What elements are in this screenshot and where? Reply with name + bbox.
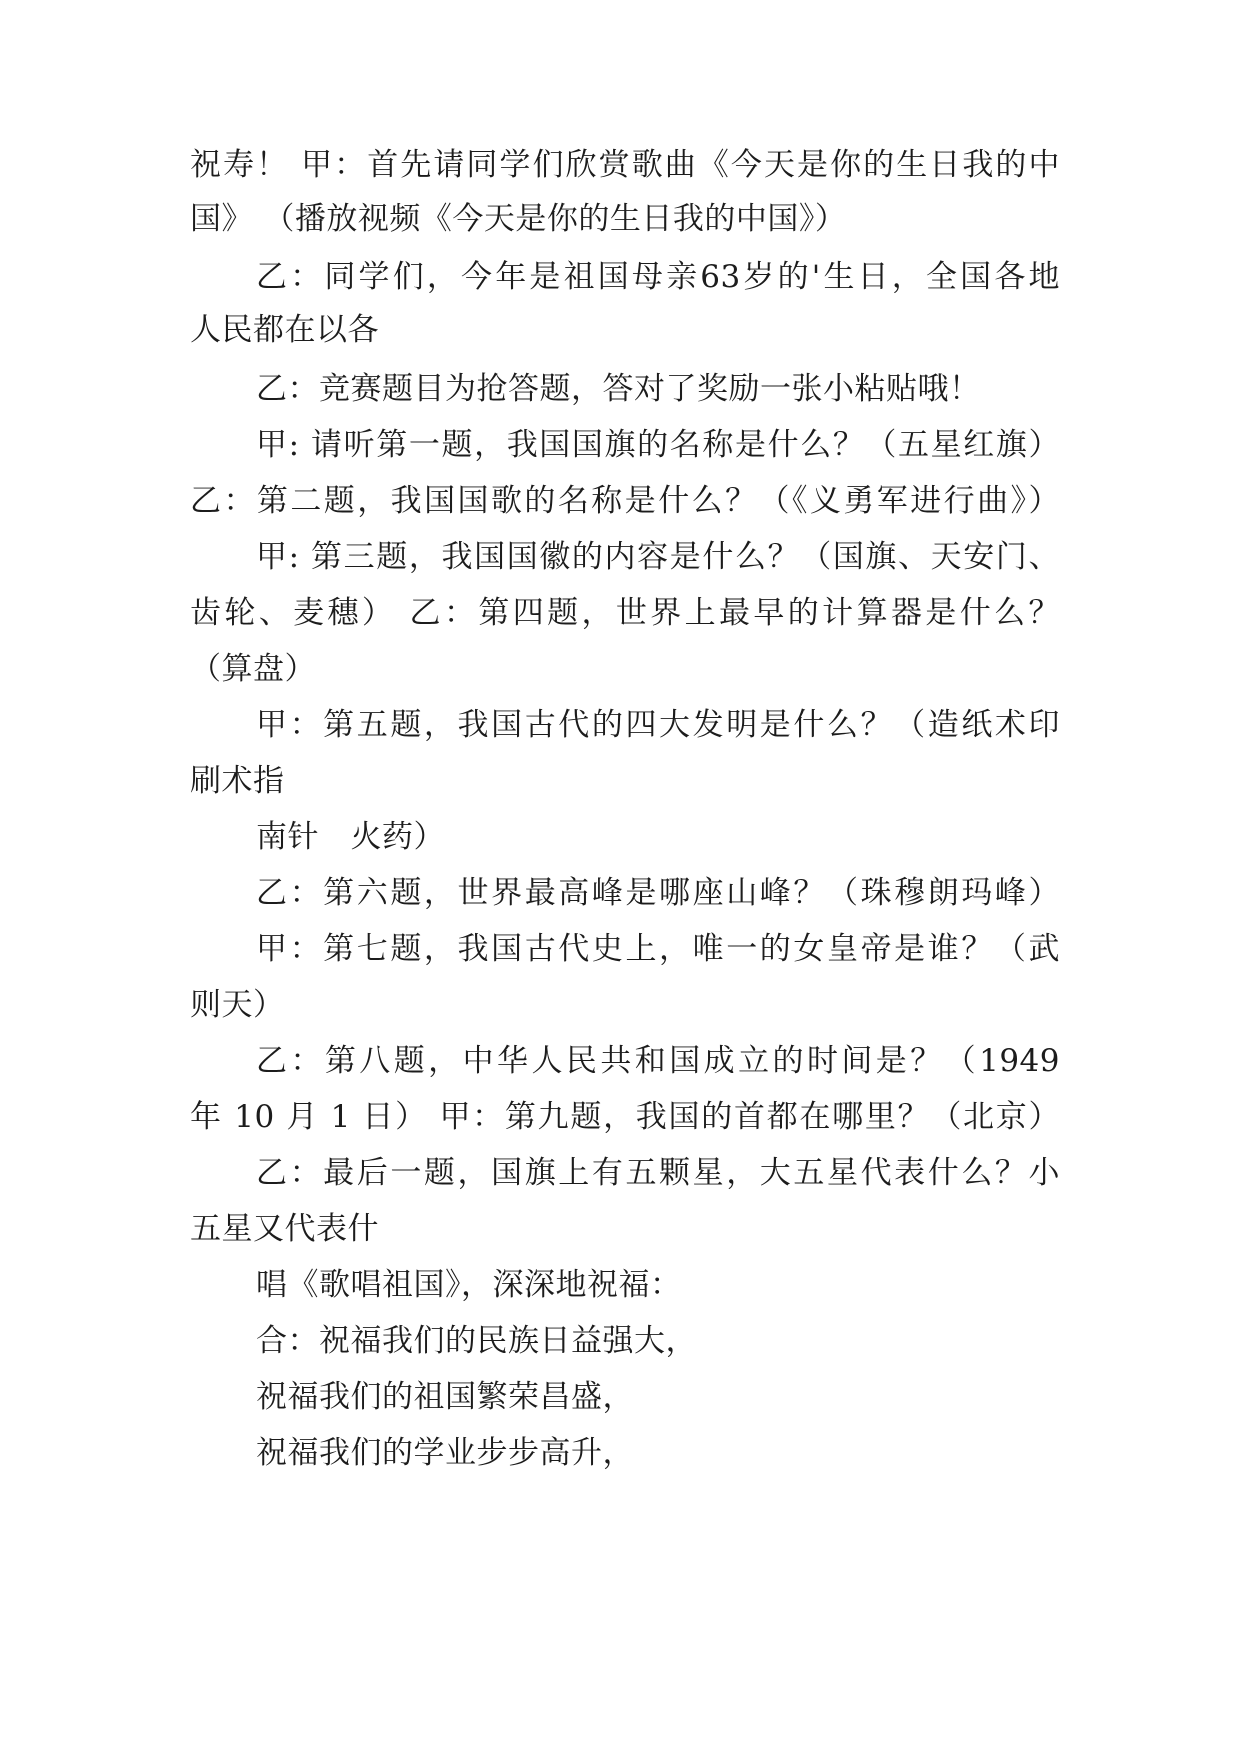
text-line: 乙：竞赛题目为抢答题，答对了奖励一张小粘贴哦！ bbox=[256, 371, 981, 407]
text-line: 乙：第八题，中华人民共和国成立的时间是？（1949 bbox=[256, 1043, 1060, 1079]
text-line: 祝福我们的学业步步高升， bbox=[256, 1435, 634, 1471]
text-line: 乙：最后一题，国旗上有五颗星，大五星代表什么？小 bbox=[256, 1155, 1060, 1191]
text-line: 乙：第二题，我国国歌的名称是什么？（《义勇军进行曲》） bbox=[190, 483, 1060, 519]
text-line: 甲: 请听第一题，我国国旗的名称是什么？（五星红旗） bbox=[256, 427, 1060, 463]
text-line: 刷术指 bbox=[190, 763, 285, 799]
text-line: 人民都在以各 bbox=[190, 312, 379, 348]
text-line: 国》 （播放视频《今天是你的生日我的中国》） bbox=[190, 201, 847, 237]
text-line: 乙：第六题，世界最高峰是哪座山峰？（珠穆朗玛峰） bbox=[256, 875, 1060, 911]
text-line: 则天） bbox=[190, 987, 285, 1023]
text-line: 甲：第五题，我国古代的四大发明是什么？（造纸术印 bbox=[256, 707, 1060, 743]
text-line: 南针 火药） bbox=[256, 819, 445, 855]
text-line: 五星又代表什 bbox=[190, 1211, 379, 1247]
text-line: 唱《歌唱祖国》，深深地祝福： bbox=[256, 1267, 682, 1303]
text-line: （算盘） bbox=[190, 651, 316, 687]
text-line: 甲: 第三题，我国国徽的内容是什么？（国旗、天安门、 bbox=[256, 539, 1060, 575]
text-line: 祝福我们的祖国繁荣昌盛， bbox=[256, 1379, 634, 1415]
text-line: 齿轮、麦穗） 乙：第四题，世界上最早的计算器是什么？ bbox=[190, 595, 1060, 631]
text-line: 甲：第七题，我国古代史上，唯一的女皇帝是谁？（武 bbox=[256, 931, 1060, 967]
text-line: 年 10 月 1 日） 甲：第九题，我国的首都在哪里？（北京） bbox=[190, 1099, 1060, 1135]
text-line: 祝寿！ 甲：首先请同学们欣赏歌曲《今天是你的生日我的中 bbox=[190, 147, 1060, 183]
text-line: 乙：同学们，今年是祖国母亲63岁的'生日，全国各地 bbox=[256, 259, 1060, 295]
text-line: 合：祝福我们的民族日益强大， bbox=[256, 1323, 697, 1359]
